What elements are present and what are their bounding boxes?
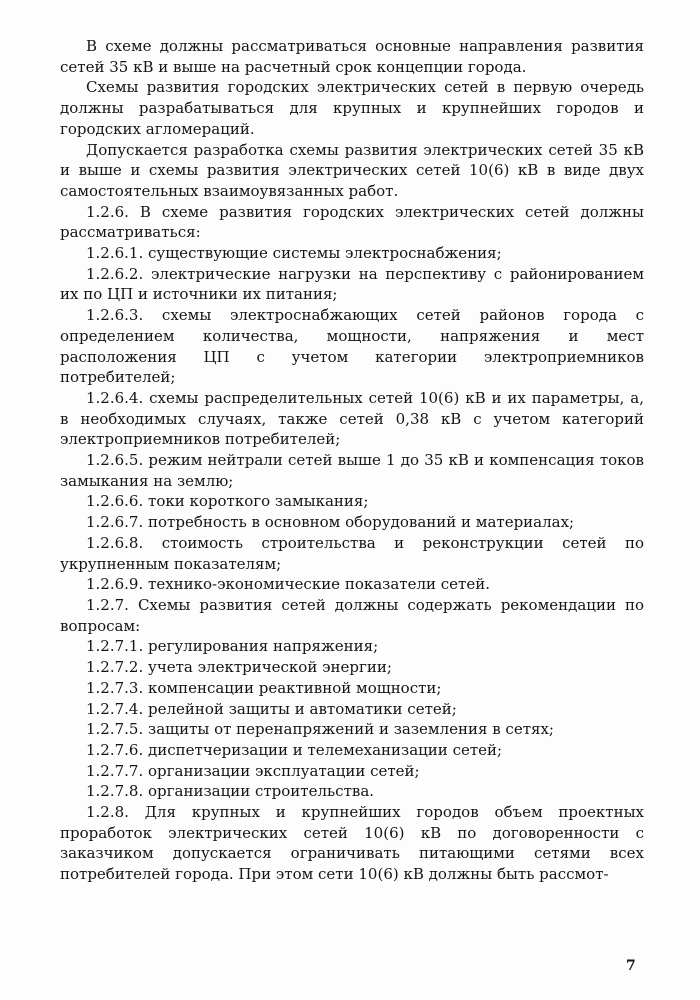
paragraph-section-1-2-8: 1.2.8. Для крупных и крупнейших городов объем проектных проработок электрических сетей 10(6) кВ по договоренности с заказчиком допускается ограничивать питающими сетями всех потребителей города. При этом сети 10(6) кВ должны быть рассмот- (60, 803, 644, 884)
list-item-1-2-6-9: 1.2.6.9. технико-экономические показатели сетей. (86, 575, 490, 594)
paragraph-network-directions: В схеме должны рассматриваться основные направления развития сетей 35 кВ и выше на расчетный срок концепции города. (60, 37, 644, 76)
paragraph-section-1-2-7: 1.2.7. Схемы развития сетей должны содержать рекомендации по вопросам: (60, 595, 644, 635)
list-item-1-2-6-6: 1.2.6.6. токи короткого замыкания; (86, 492, 369, 511)
list-item-1-2-6-2: 1.2.6.2. электрические нагрузки на перспективу с районированием их по ЦП и источники их питания; (60, 264, 644, 304)
list-item-1-2-7-6: 1.2.7.6. диспетчеризации и телемеханизации сетей; (86, 740, 503, 759)
paragraph-separate-works: Допускается разработка схемы развития электрических сетей 35 кВ и выше и схемы развития электрических сетей 10(6) кВ в виде двух самостоятельных взаимоувязанных работ. (60, 140, 644, 200)
list-item-1-2-7-5: 1.2.7.5. защиты от перенапряжений и заземления в сетях; (86, 720, 554, 739)
list-item-1-2-7-2: 1.2.7.2. учета электрической энергии; (86, 658, 392, 677)
list-item-1-2-6-4: 1.2.6.4. схемы распределительных сетей 10(6) кВ и их параметры, а, в необходимых случаях, также сетей 0,38 кВ с учетом категорий электроприемников потребителей; (60, 388, 644, 449)
list-item-1-2-6-5: 1.2.6.5. режим нейтрали сетей выше 1 до 35 кВ и компенсация токов замыкания на землю; (60, 451, 644, 490)
list-item-1-2-6-1: 1.2.6.1. существующие системы электроснабжения; (86, 244, 502, 263)
text-body (60, 36, 644, 885)
paragraph-section-1-2-6: 1.2.6. В схеме развития городских электрических сетей должны рассматриваться: (60, 202, 644, 242)
list-item-1-2-6-7: 1.2.6.7. потребность в основном оборудований и материалах; (86, 513, 575, 532)
page-number: 7 (626, 958, 636, 974)
list-item-1-2-6-8: 1.2.6.8. стоимость строительства и реконструкции сетей по укрупненным показателям; (60, 533, 644, 573)
list-item-1-2-7-4: 1.2.7.4. релейной защиты и автоматики сетей; (86, 699, 457, 718)
list-item-1-2-7-3: 1.2.7.3. компенсации реактивной мощности; (86, 678, 442, 697)
paragraph-development-schemes: Схемы развития городских электрических сетей в первую очередь должны разрабатываться для крупных и крупнейших городов и городских агломераций. (60, 78, 644, 138)
list-item-1-2-7-1: 1.2.7.1. регулирования напряжения; (86, 637, 379, 656)
list-item-1-2-7-8: 1.2.7.8. организации строительства. (86, 782, 375, 801)
list-item-1-2-7-7: 1.2.7.7. организации эксплуатации сетей; (86, 761, 420, 780)
list-item-1-2-6-3: 1.2.6.3. схемы электроснабжающих сетей районов города с определением количества, мощности, напряжения и мест расположения ЦП с учетом категории электроприемников потребителей; (60, 306, 644, 387)
